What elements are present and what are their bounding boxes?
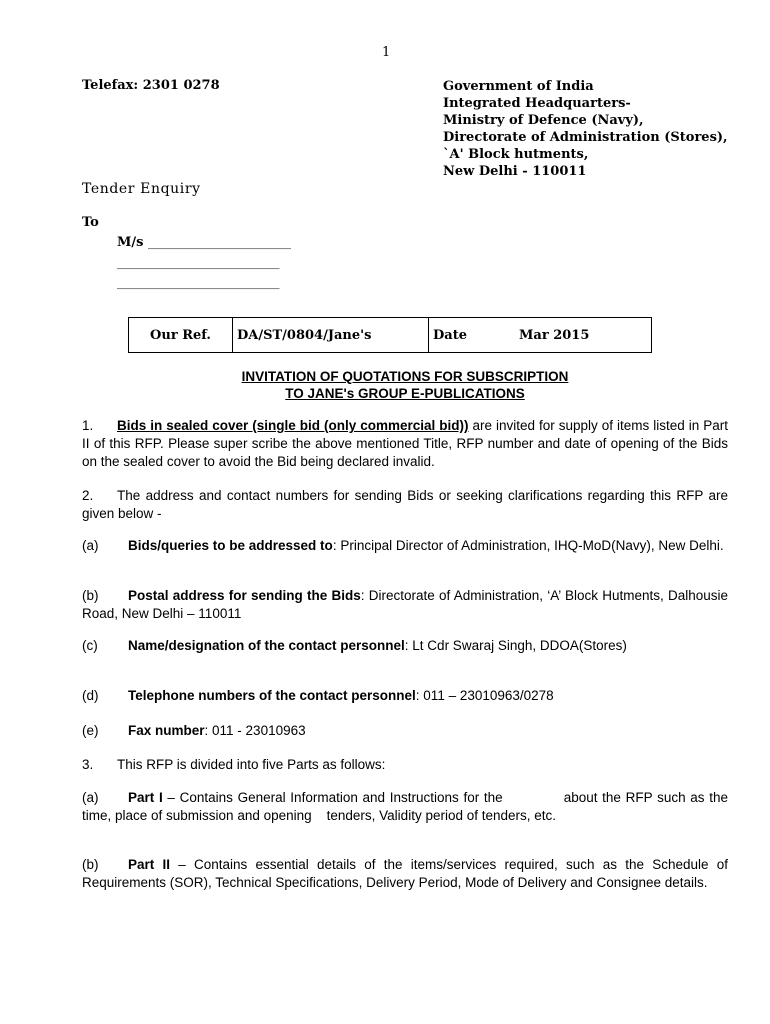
to-label: To <box>82 215 99 230</box>
subitem-label: (c) <box>82 638 98 653</box>
our-ref-value: DA/ST/0804/Jane's <box>233 318 429 353</box>
address-line: Government of India <box>443 79 594 94</box>
blank-line: _________________________ <box>117 255 280 270</box>
subitem-text: : Lt Cdr Swaraj Singh, DDOA(Stores) <box>404 638 627 653</box>
subitem-label: (b) <box>82 588 99 603</box>
subitem-text: – Contains General Information and Instructions for the about the RFP such as the time, place of submission and opening tenders, Validity period of tenders, etc. <box>82 790 732 823</box>
subitem-label: (a) <box>82 538 99 553</box>
address-line: Ministry of Defence (Navy), <box>443 113 644 128</box>
subitem-emphasis: Bids/queries to be addressed to <box>128 538 333 553</box>
subitem-emphasis: Telephone numbers of the contact personnel <box>128 688 416 703</box>
page-number: 1 <box>382 45 391 60</box>
heading-line: INVITATION OF QUOTATIONS FOR SUBSCRIPTION <box>241 369 569 384</box>
subitem-label: (e) <box>82 723 99 738</box>
ms-label: M/s <box>117 235 144 250</box>
paragraph-1 <box>82 417 728 471</box>
paragraph-number: 3. <box>82 757 94 772</box>
recipient-block <box>117 233 291 293</box>
paragraph-text: This RFP is divided into five Parts as follows: <box>117 757 386 772</box>
document-heading <box>82 368 728 402</box>
date-value: Mar 2015 <box>515 318 652 353</box>
telefax-number: Telefax: 2301 0278 <box>82 78 220 93</box>
paragraph-number: 1. <box>82 418 94 433</box>
address-line: New Delhi - 110011 <box>443 164 587 179</box>
ms-blank: ______________________ <box>148 235 291 250</box>
subitem-b <box>82 587 728 623</box>
subitem-emphasis: Part I <box>128 790 163 805</box>
sender-address <box>443 78 728 180</box>
subitem-text: – Contains essential details of the items/services required, such as the Schedule of Requirements (SOR), Technical Specifications, Delivery Period, Mode of Delivery and Consignee details. <box>82 857 728 890</box>
subitem-text: : 011 – 23010963/0278 <box>415 688 554 703</box>
subitem-text: : 011 - 23010963 <box>204 723 306 738</box>
subitem-d <box>82 687 728 705</box>
date-label: Date <box>429 318 516 353</box>
paragraph-2 <box>82 487 728 523</box>
subitem-text: : Directorate of Administration, ‘A’ Block Hutments, Dalhousie Road, New Delhi – 110011 <box>82 588 728 621</box>
our-ref-label: Our Ref. <box>129 318 233 353</box>
blank-line: _________________________ <box>117 275 280 290</box>
subitem-label: (b) <box>82 857 99 872</box>
paragraph-text: are invited for supply of items listed in Part II of this RFP. Please super scribe the above mentioned Title, RFP number and date of opening of the Bids on the sealed cover to avoid the Bid being declared invalid. <box>82 418 728 469</box>
paragraph-text: The address and contact numbers for sending Bids or seeking clarifications regarding this RFP are given below - <box>82 488 728 521</box>
address-line: `A' Block hutments, <box>443 147 589 162</box>
paragraph-emphasis: Bids in sealed cover (single bid (only commercial bid)) <box>117 418 469 433</box>
heading-line: TO JANE's GROUP E-PUBLICATIONS <box>285 386 525 401</box>
subitem-c <box>82 637 728 655</box>
subitem-emphasis: Name/designation of the contact personnel <box>128 638 405 653</box>
paragraph-3 <box>82 756 728 774</box>
tender-title: Tender Enquiry <box>82 181 201 197</box>
subitem-emphasis: Fax number <box>128 723 205 738</box>
paragraph-number: 2. <box>82 488 94 503</box>
address-line: Directorate of Administration (Stores), <box>443 130 728 145</box>
subitem-emphasis: Part II <box>128 857 170 872</box>
address-line: Integrated Headquarters- <box>443 96 631 111</box>
subitem-text: : Principal Director of Administration, IHQ-MoD(Navy), New Delhi. <box>332 538 724 553</box>
subitem-a <box>82 537 728 555</box>
subitem-label: (d) <box>82 688 99 703</box>
subitem-emphasis: Postal address for sending the Bids <box>128 588 361 603</box>
subitem-e <box>82 722 728 740</box>
reference-table <box>128 317 652 353</box>
part-b <box>82 856 728 892</box>
subitem-label: (a) <box>82 790 99 805</box>
part-a <box>82 789 732 825</box>
